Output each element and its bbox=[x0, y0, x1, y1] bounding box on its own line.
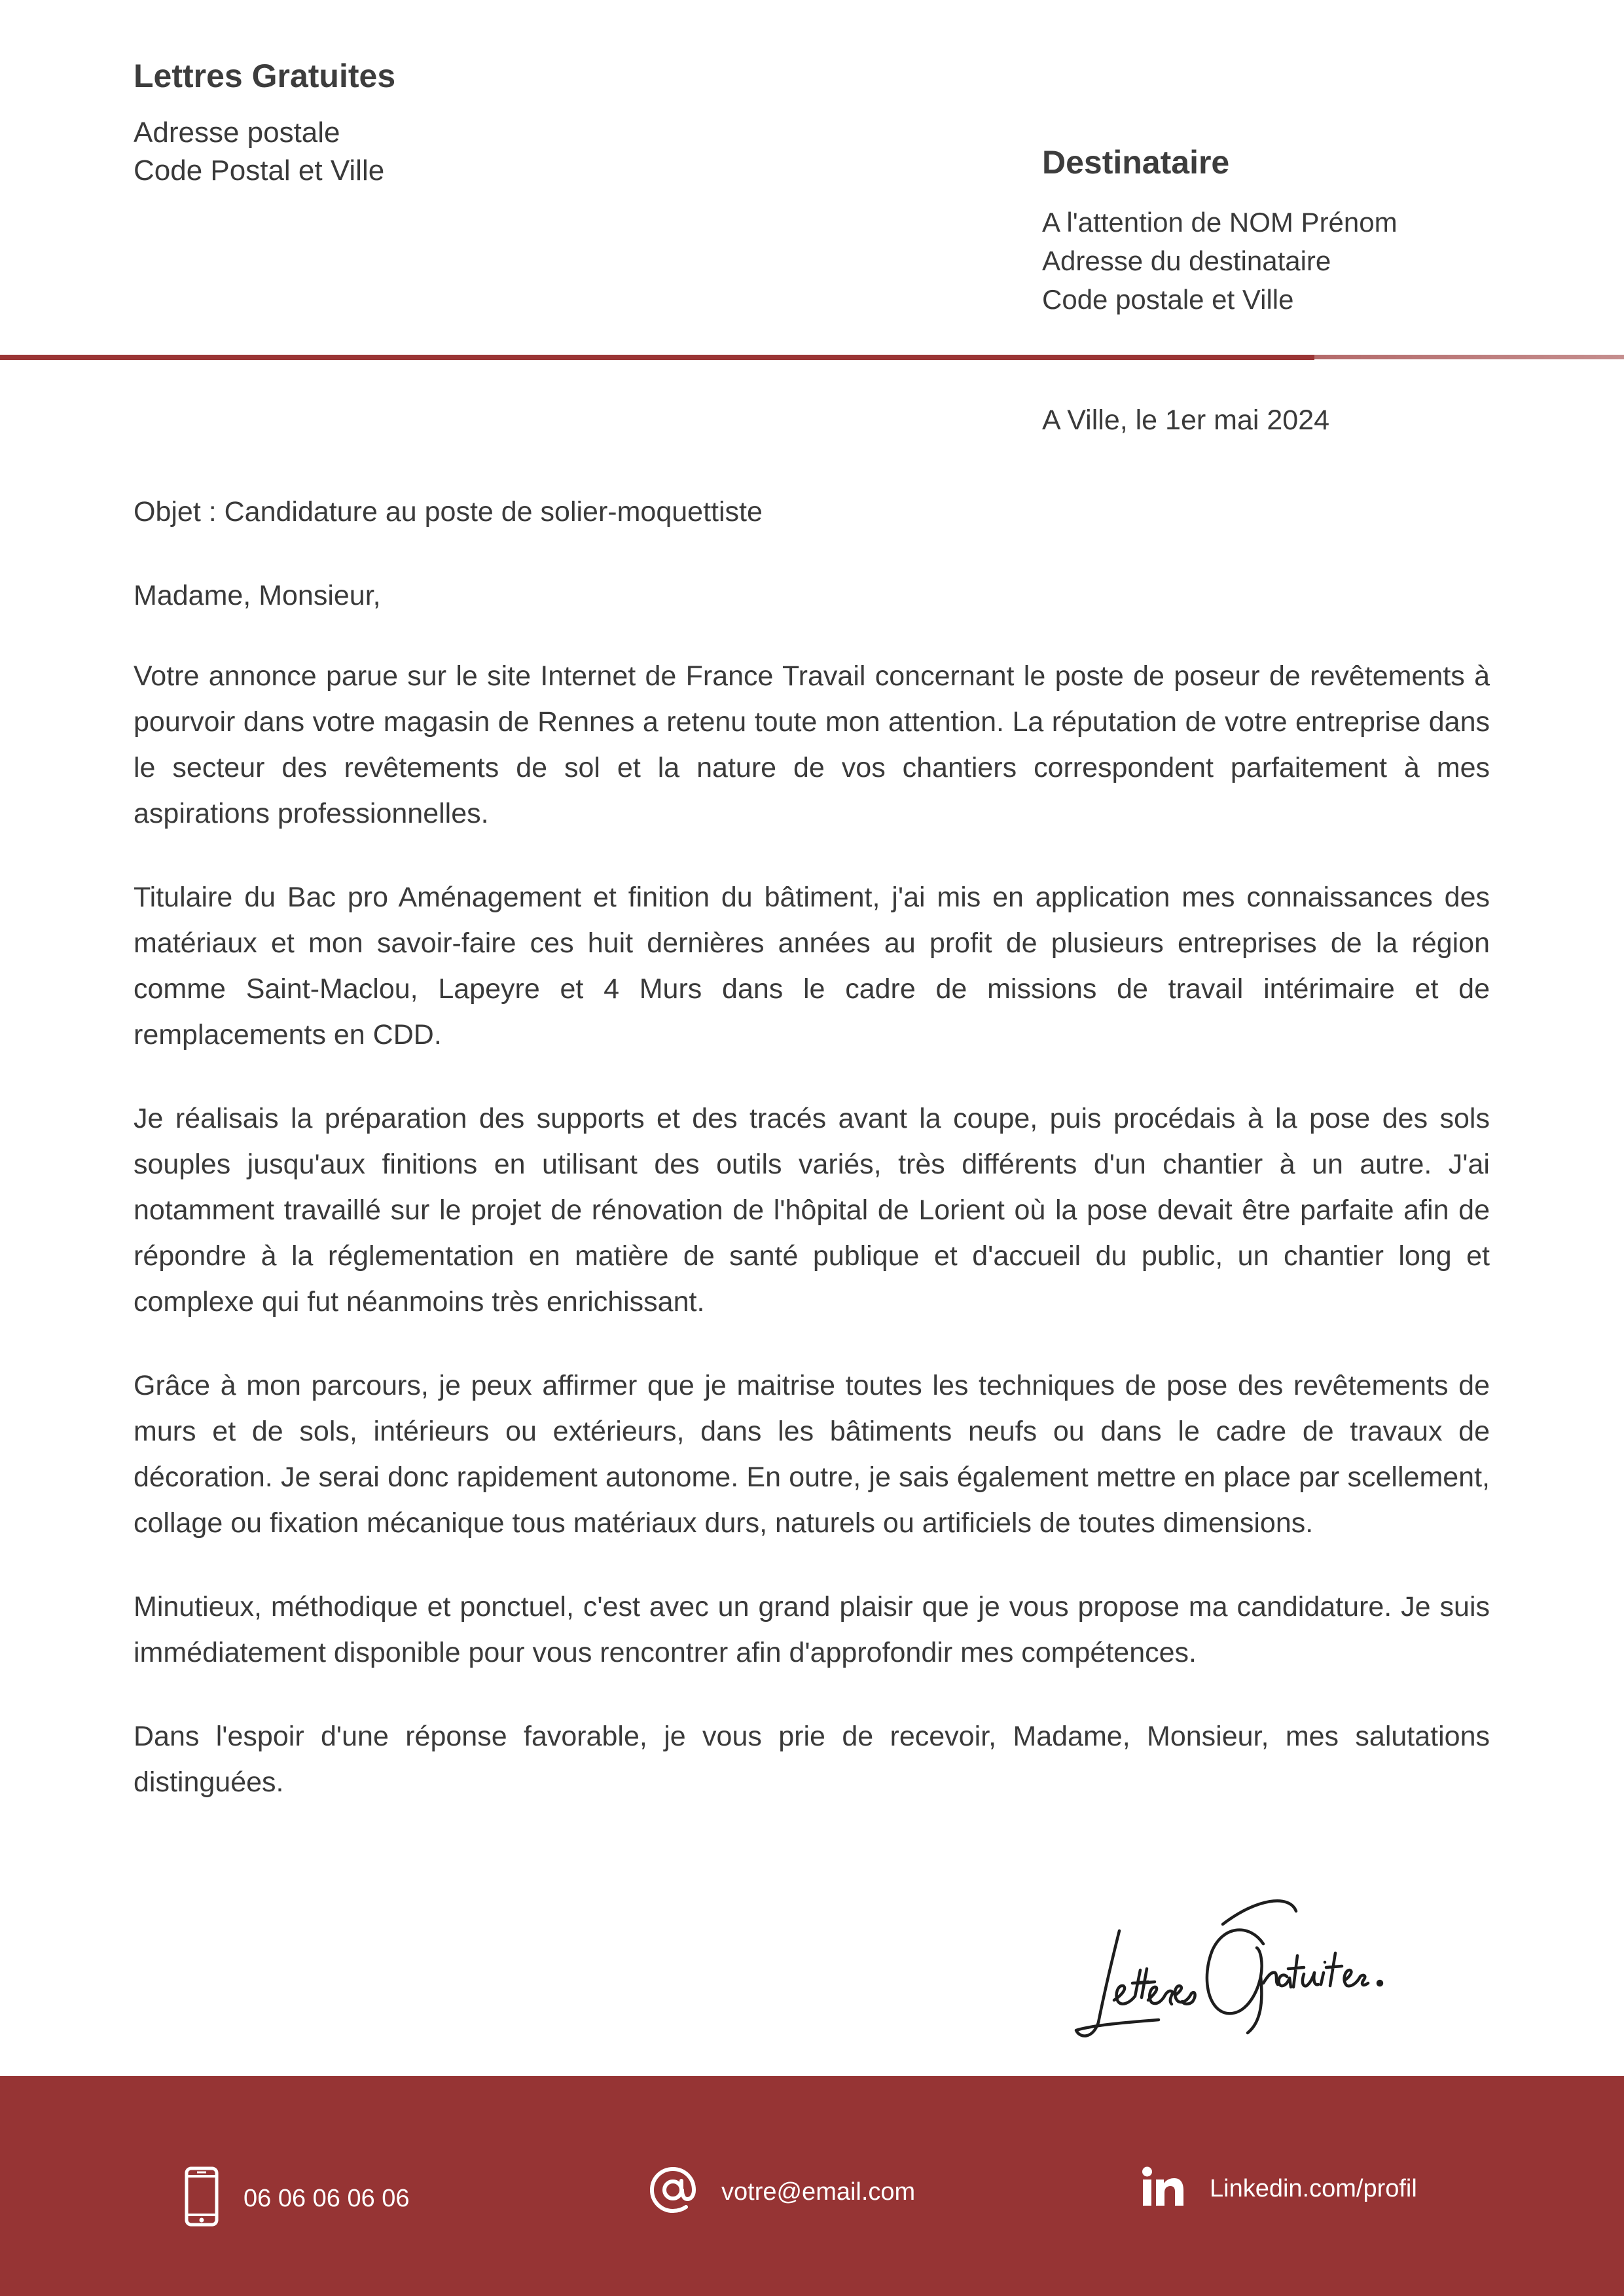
recipient-title: Destinataire bbox=[1042, 144, 1230, 181]
paragraph-6: Dans l'espoir d'une réponse favorable, je vous prie de recevoir, Madame, Monsieur, mes salutations distinguées. bbox=[134, 1721, 1490, 1798]
footer-linkedin bbox=[1142, 2166, 1417, 2210]
recipient-attention: A l'attention de NOM Prénom bbox=[1042, 207, 1398, 238]
paragraph-1: Votre annonce parue sur le site Internet de France Travail concernant le poste de poseur de revêtements à pourvoir dans votre magasin de Rennes a retenu toute mon attention. La réputation de votre entreprise dans le secteur des revêtements de sol et la nature de vos chantiers correspondent parfaitement à mes aspirations professionnelles. bbox=[134, 660, 1490, 829]
sender-address: Adresse postale bbox=[134, 117, 340, 149]
phone-icon bbox=[185, 2166, 219, 2230]
sender-city: Code Postal et Ville bbox=[134, 154, 385, 187]
footer-bar bbox=[0, 2076, 1624, 2296]
footer-email-text: votre@email.com bbox=[721, 2178, 916, 2206]
header-divider bbox=[0, 355, 1314, 360]
paragraph-5: Minutieux, méthodique et ponctuel, c'est avec un grand plaisir que je vous propose ma candidature. Je suis immédiatement disponible pour vous rencontrer afin d'approfondir mes compétences. bbox=[134, 1591, 1490, 1668]
linkedin-icon bbox=[1142, 2166, 1185, 2210]
paragraph-2: Titulaire du Bac pro Aménagement et finition du bâtiment, j'ai mis en application mes connaissances des matériaux et mon savoir-faire ces huit dernières années au profit de plusieurs entreprises de la région comme Saint-Maclou, Lapeyre et 4 Murs dans le cadre de missions de travail intérimaire et de remplacements en CDD. bbox=[134, 882, 1490, 1050]
recipient-city: Code postale et Ville bbox=[1042, 284, 1294, 315]
letter-body bbox=[134, 492, 1490, 1833]
letter-date: A Ville, le 1er mai 2024 bbox=[1042, 404, 1330, 436]
recipient-address: Adresse du destinataire bbox=[1042, 245, 1331, 276]
letter-salutation: Madame, Monsieur, bbox=[134, 580, 381, 611]
handwritten-signature bbox=[1067, 1885, 1447, 2049]
at-icon bbox=[649, 2166, 696, 2217]
recipient-block bbox=[1042, 139, 1566, 319]
sender-block bbox=[134, 52, 854, 190]
footer-email bbox=[649, 2166, 915, 2217]
sender-name: Lettres Gratuites bbox=[134, 58, 396, 94]
paragraph-3: Je réalisais la préparation des supports et des tracés avant la coupe, puis procédais à la pose des sols souples jusqu'aux finitions en utilisant des outils variés, très différents d'un chantier à un autre. J'ai notamment travaillé sur le projet de rénovation de l'hôpital de Lorient où la pose devait être parfaite afin de répondre à la réglementation en matière de santé publique et d'accueil du public, un chantier long et complexe qui fut néanmoins très enrichissant. bbox=[134, 1103, 1490, 1318]
footer-phone bbox=[185, 2166, 410, 2230]
footer-phone-text: 06 06 06 06 06 bbox=[244, 2184, 410, 2212]
paragraph-4: Grâce à mon parcours, je peux affirmer que je maitrise toutes les techniques de pose des revêtements de murs et de sols, intérieurs ou extérieurs, dans les bâtiments neufs ou dans le cadre de travaux de décoration. Je serai donc rapidement autonome. En outre, je sais également mettre en place par scellement, collage ou fixation mécanique tous matériaux durs, naturels ou artificiels de toutes dimensions. bbox=[134, 1370, 1490, 1539]
header-divider-fade bbox=[1314, 355, 1624, 359]
letter-subject: Objet : Candidature au poste de solier-moquettiste bbox=[134, 496, 763, 528]
footer-linkedin-text: Linkedin.com/profil bbox=[1210, 2174, 1417, 2202]
